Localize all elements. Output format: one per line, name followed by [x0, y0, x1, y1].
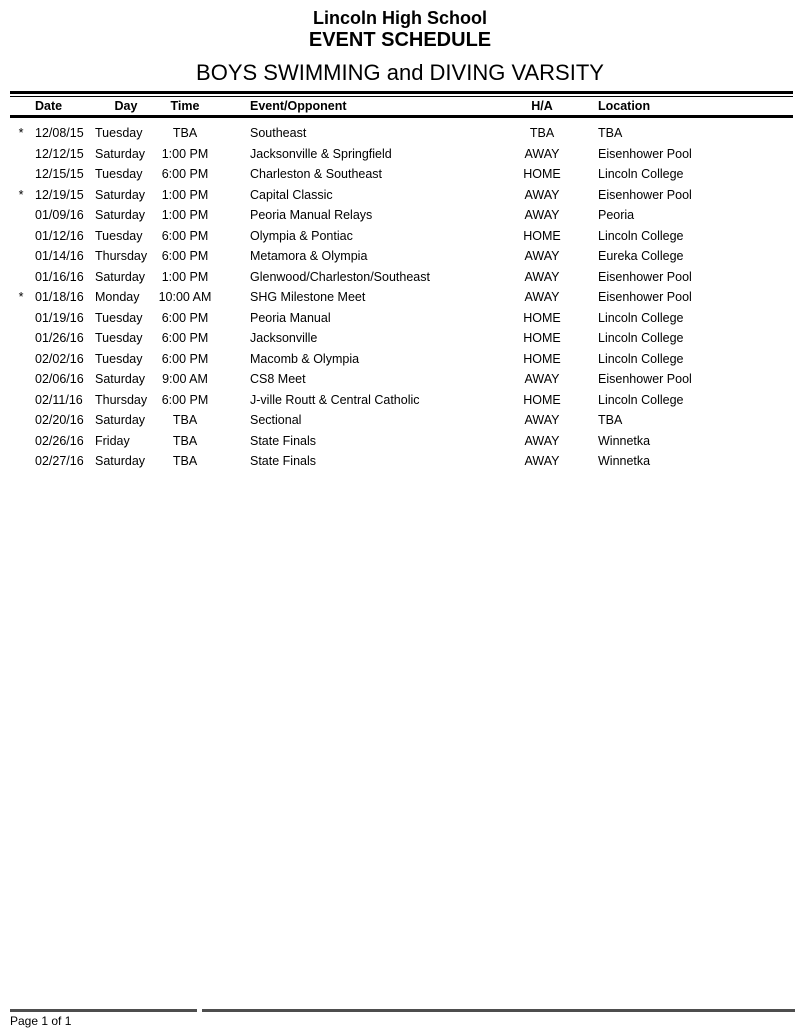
cell-time: 1:00 PM [161, 146, 209, 161]
cell-date: 12/15/15 [35, 167, 84, 182]
column-header-ha: H/A [518, 97, 566, 117]
cell-event: CS8 Meet [250, 372, 306, 387]
cell-date: 01/09/16 [35, 208, 84, 223]
table-row [10, 246, 793, 267]
cell-day: Tuesday [95, 167, 143, 182]
cell-time: TBA [172, 433, 198, 448]
school-name: Lincoln High School [313, 8, 487, 28]
cell-time: 6:00 PM [161, 167, 209, 182]
cell-ha: HOME [523, 310, 561, 325]
column-header-time: Time [158, 97, 212, 117]
column-header-star [10, 97, 32, 117]
cell-ha: AWAY [524, 372, 560, 387]
cell-event: Macomb & Olympia [250, 351, 360, 366]
cell-ha: HOME [523, 392, 561, 407]
cell-time: 6:00 PM [161, 331, 209, 346]
cell-star [10, 143, 32, 164]
cell-day: Tuesday [95, 228, 143, 243]
document-header [0, 0, 800, 85]
cell-event: State Finals [250, 454, 317, 469]
cell-star [10, 266, 32, 287]
cell-date: 02/06/16 [35, 372, 84, 387]
top-rule-thick [10, 91, 793, 94]
cell-location: TBA [598, 126, 623, 141]
footer-rule [10, 1009, 795, 1012]
cell-date: 02/20/16 [35, 413, 84, 428]
cell-star [10, 410, 32, 431]
cell-star: * [18, 187, 24, 202]
footer-rule-left-segment [10, 1009, 197, 1012]
cell-location: TBA [598, 413, 623, 428]
cell-time: 10:00 AM [158, 290, 212, 305]
cell-star [10, 369, 32, 390]
cell-date: 02/11/16 [35, 392, 83, 407]
table-row [10, 451, 793, 472]
cell-date: 12/08/15 [35, 126, 84, 141]
cell-date: 12/12/15 [35, 146, 84, 161]
cell-star [10, 389, 32, 410]
cell-location: Eisenhower Pool [598, 290, 692, 305]
table-row [10, 307, 793, 328]
cell-star [10, 205, 32, 226]
cell-date: 02/26/16 [35, 433, 84, 448]
cell-ha: HOME [523, 331, 561, 346]
cell-location: Peoria [598, 208, 635, 223]
cell-event: Southeast [250, 126, 307, 141]
schedule-table-body [10, 116, 793, 471]
cell-date: 02/02/16 [35, 351, 84, 366]
cell-date: 02/27/16 [35, 454, 84, 469]
cell-location: Eisenhower Pool [598, 269, 692, 284]
cell-location: Lincoln College [598, 310, 684, 325]
cell-event: Olympia & Pontiac [250, 228, 353, 243]
cell-day: Saturday [95, 413, 146, 428]
table-row [10, 184, 793, 205]
team-subtitle: BOYS SWIMMING and DIVING VARSITY [196, 59, 604, 85]
cell-time: 9:00 AM [162, 372, 208, 387]
cell-date: 01/14/16 [35, 249, 84, 264]
cell-ha: HOME [523, 167, 561, 182]
cell-day: Saturday [95, 269, 146, 284]
cell-location: Winnetka [598, 433, 651, 448]
table-row [10, 328, 793, 349]
cell-day: Tuesday [95, 310, 143, 325]
cell-day: Saturday [95, 146, 146, 161]
cell-day: Tuesday [95, 351, 143, 366]
cell-date: 12/19/15 [35, 187, 84, 202]
cell-date: 01/12/16 [35, 228, 84, 243]
cell-event: Charleston & Southeast [250, 167, 383, 182]
cell-time: 6:00 PM [161, 392, 209, 407]
cell-location: Eisenhower Pool [598, 146, 692, 161]
cell-event: State Finals [250, 433, 317, 448]
cell-day: Tuesday [95, 331, 143, 346]
cell-star: * [18, 126, 24, 141]
cell-ha: AWAY [524, 208, 560, 223]
cell-ha: AWAY [524, 413, 560, 428]
cell-time: 6:00 PM [161, 249, 209, 264]
cell-location: Eureka College [598, 249, 684, 264]
cell-day: Monday [95, 290, 140, 305]
column-header-location: Location [566, 97, 793, 117]
cell-star [10, 164, 32, 185]
cell-ha: AWAY [524, 187, 560, 202]
footer-rule-right-segment [202, 1009, 795, 1012]
cell-star [10, 451, 32, 472]
cell-day: Saturday [95, 454, 146, 469]
table-header [10, 97, 793, 117]
table-row [10, 348, 793, 369]
page-footer [10, 1009, 795, 1028]
header-row [10, 97, 793, 117]
cell-star [10, 246, 32, 267]
cell-date: 01/26/16 [35, 331, 84, 346]
cell-location: Lincoln College [598, 331, 684, 346]
cell-day: Thursday [95, 392, 148, 407]
table-row [10, 430, 793, 451]
cell-time: 1:00 PM [161, 269, 209, 284]
cell-star: * [18, 290, 24, 305]
cell-ha: AWAY [524, 249, 560, 264]
schedule-table [10, 97, 793, 472]
table-row [10, 266, 793, 287]
cell-event: Capital Classic [250, 187, 333, 202]
table-row [10, 205, 793, 226]
cell-event: Jacksonville [250, 331, 318, 346]
cell-ha: AWAY [524, 290, 560, 305]
cell-time: TBA [172, 413, 198, 428]
cell-day: Saturday [95, 208, 146, 223]
table-row [10, 287, 793, 308]
cell-day: Saturday [95, 372, 146, 387]
cell-time: TBA [172, 454, 198, 469]
cell-time: 6:00 PM [161, 228, 209, 243]
cell-ha: HOME [523, 228, 561, 243]
cell-time: 1:00 PM [161, 208, 209, 223]
cell-star [10, 348, 32, 369]
cell-location: Lincoln College [598, 167, 684, 182]
cell-event: Jacksonville & Springfield [250, 146, 392, 161]
cell-location: Eisenhower Pool [598, 187, 692, 202]
cell-event: Peoria Manual Relays [250, 208, 373, 223]
cell-time: 6:00 PM [161, 310, 209, 325]
cell-event: Sectional [250, 413, 302, 428]
table-row [10, 164, 793, 185]
table-row [10, 143, 793, 164]
cell-ha: AWAY [524, 454, 560, 469]
cell-date: 01/16/16 [35, 269, 84, 284]
cell-star [10, 328, 32, 349]
cell-event: Metamora & Olympia [250, 249, 368, 264]
cell-date: 01/18/16 [35, 290, 84, 305]
table-row [10, 389, 793, 410]
cell-location: Lincoln College [598, 228, 684, 243]
cell-location: Lincoln College [598, 392, 684, 407]
cell-location: Eisenhower Pool [598, 372, 692, 387]
schedule-table-section [10, 91, 793, 472]
cell-day: Tuesday [95, 126, 143, 141]
cell-day: Saturday [95, 187, 146, 202]
cell-ha: TBA [529, 126, 555, 141]
table-row [10, 116, 793, 143]
cell-ha: AWAY [524, 433, 560, 448]
cell-ha: HOME [523, 351, 561, 366]
table-row [10, 225, 793, 246]
cell-event: Glenwood/Charleston/Southeast [250, 269, 430, 284]
cell-time: TBA [172, 126, 198, 141]
column-header-date: Date [32, 97, 94, 117]
cell-event: SHG Milestone Meet [250, 290, 366, 305]
cell-ha: AWAY [524, 146, 560, 161]
cell-date: 01/19/16 [35, 310, 84, 325]
page-title: EVENT SCHEDULE [308, 28, 492, 51]
page-number-label: Page 1 of 1 [10, 1013, 72, 1028]
cell-time: 1:00 PM [161, 187, 209, 202]
cell-time: 6:00 PM [161, 351, 209, 366]
column-header-event: Event/Opponent [212, 97, 518, 117]
table-row [10, 410, 793, 431]
cell-ha: AWAY [524, 269, 560, 284]
cell-location: Winnetka [598, 454, 651, 469]
column-header-day: Day [94, 97, 158, 117]
table-row [10, 369, 793, 390]
cell-day: Friday [95, 433, 130, 448]
cell-location: Lincoln College [598, 351, 684, 366]
cell-day: Thursday [95, 249, 148, 264]
cell-event: Peoria Manual [250, 310, 331, 325]
cell-star [10, 307, 32, 328]
cell-star [10, 430, 32, 451]
cell-star [10, 225, 32, 246]
cell-event: J-ville Routt & Central Catholic [250, 392, 420, 407]
